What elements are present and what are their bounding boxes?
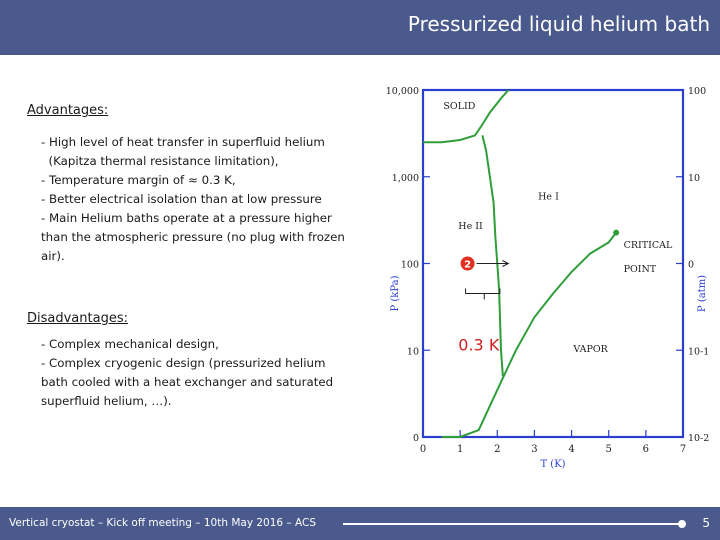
x-tick-label: 7 (679, 444, 687, 455)
advantages-list (41, 133, 377, 266)
disadvantages-heading: Disadvantages: (27, 311, 128, 326)
disadvantage-item: - Complex cryogenic design (pressurized helium (41, 356, 326, 370)
advantage-item: - Better electrical isolation than at low pressure (41, 192, 322, 206)
footer-bar (0, 507, 720, 540)
disadvantage-item: - Complex mechanical design, (41, 337, 219, 351)
x-tick-label: 3 (531, 444, 538, 455)
y-tick-label-right: 10-1 (688, 346, 710, 358)
slide-title: Pressurized liquid helium bath (407, 12, 710, 36)
disadvantage-item: bath cooled with a heat exchanger and saturated (41, 375, 334, 389)
y-axis-label-left: P (kPa) (390, 275, 401, 312)
y-tick-label-right: 100 (688, 86, 707, 97)
critical-point-marker (613, 230, 619, 236)
region-label-he1: He I (538, 191, 559, 203)
page-number: 5 (702, 516, 710, 530)
x-tick-label: 1 (456, 444, 464, 455)
temperature-margin-label: 0.3 K (458, 335, 500, 355)
phase-diagram-svg (380, 78, 710, 478)
x-tick-label: 6 (642, 444, 650, 455)
region-label-solid: SOLID (443, 101, 476, 113)
y-tick-label-right: 10-2 (688, 433, 710, 444)
phase-curve-0 (423, 90, 508, 142)
y-tick-label-left: 1,000 (391, 172, 419, 184)
phase-diagram (380, 78, 710, 478)
x-axis-label: T (K) (540, 459, 566, 470)
progress-line (343, 523, 681, 525)
region-label-vapor: VAPOR (573, 344, 608, 356)
advantages-heading: Advantages: (27, 103, 109, 118)
y-tick-label-right: 0 (688, 259, 695, 271)
disadvantages-list (41, 335, 377, 411)
x-tick-label: 0 (419, 444, 427, 455)
y-tick-label-left: 10 (406, 346, 419, 358)
region-label-he2: He II (458, 220, 483, 232)
title-bar (0, 0, 720, 55)
state-marker-label: 2 (464, 259, 472, 271)
disadvantage-item: superfluid helium, …). (41, 394, 172, 408)
y-tick-label-left: 10,000 (385, 86, 419, 97)
advantage-item: - Temperature margin of ≈ 0.3 K, (41, 173, 236, 187)
advantage-item: - High level of heat transfer in superfluid helium (41, 135, 325, 149)
advantage-item: - Main Helium baths operate at a pressure higher (41, 211, 332, 225)
footer-text: Vertical cryostat – Kick off meeting – 10th May 2016 – ACS (9, 517, 317, 529)
y-tick-label-left: 100 (400, 259, 419, 271)
advantage-item: air). (41, 249, 65, 263)
advantage-item: than the atmospheric pressure (no plug with frozen (41, 230, 345, 244)
y-axis-label-right: P (atm) (697, 274, 708, 313)
region-label-critical-point: POINT (623, 263, 657, 275)
advantage-item: (Kapitza thermal resistance limitation), (41, 154, 279, 168)
region-label-critical: CRITICAL (623, 240, 673, 252)
progress-dot (678, 520, 686, 528)
y-tick-label-right: 10 (688, 172, 701, 184)
x-tick-label: 4 (568, 444, 575, 455)
y-tick-label-left: 0 (412, 433, 419, 444)
margin-brace (466, 289, 500, 300)
x-tick-label: 5 (605, 444, 612, 455)
x-tick-label: 2 (494, 444, 501, 455)
